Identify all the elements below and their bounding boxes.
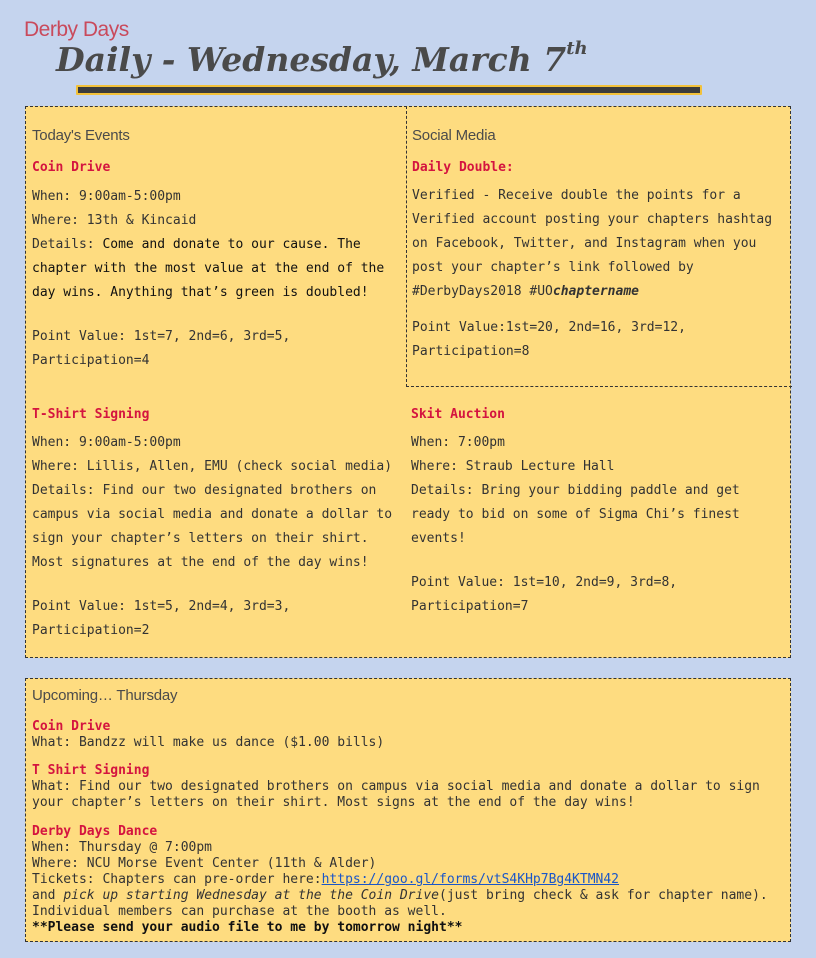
coin-drive-points: Point Value: 1st=7, 2nd=6, 3rd=5, (32, 329, 291, 344)
pickup-suffix: (just bring check & ask for chapter name). (439, 888, 768, 903)
hashtag-prefix: #DerbyDays2018 #UO (412, 284, 553, 299)
events-panel (25, 106, 791, 658)
brand-label: Derby Days (24, 18, 129, 41)
hashtag-chaptername: chaptername (552, 284, 639, 299)
upcoming-dance-when: When: Thursday @ 7:00pm (32, 840, 213, 855)
upcoming-coin-drive (32, 719, 784, 751)
skit-auction-title: Skit Auction (411, 407, 505, 422)
upcoming-coin-drive-title: Coin Drive (32, 719, 111, 734)
skit-details-line2: ready to bid on some of Sigma Chi’s finest (411, 507, 740, 522)
skit-when: When: 7:00pm (411, 435, 505, 450)
daily-double-line3: on Facebook, Twitter, and Instagram when you (412, 236, 757, 251)
page-title (56, 40, 588, 79)
upcoming-coin-drive-what: What: Bandzz will make us dance ($1.00 bills) (32, 735, 385, 750)
upcoming-tshirt-title: T Shirt Signing (32, 763, 150, 778)
upcoming-dance-title: Derby Days Dance (32, 824, 158, 839)
coin-drive-details-text: Come and donate to our cause. The (102, 237, 361, 252)
skit-details-line3: events! (411, 531, 466, 546)
coin-drive-title: Coin Drive (32, 160, 111, 175)
daily-double-participation: Participation=8 (412, 344, 530, 359)
coin-drive-when: When: 9:00am-5:00pm (32, 189, 181, 204)
upcoming-dance-tickets (32, 872, 784, 888)
daily-double-line2: Verified account posting your chapters hashtag (412, 212, 773, 227)
audio-file-notice: **Please send your audio file to me by tomorrow night** (32, 920, 463, 935)
coin-drive-details-line2: chapter with the most value at the end of the (32, 261, 385, 276)
skit-details: Details: Bring your bidding paddle and get (411, 483, 740, 498)
daily-double-body (412, 184, 790, 364)
tshirt-details-line3: sign your chapter’s letters on their shirt. (32, 531, 369, 546)
tickets-label: Tickets: Chapters can pre-order here: (32, 872, 322, 887)
daily-double-title: Daily Double: (412, 160, 514, 175)
daily-double-line4: post your chapter’s link followed by (412, 260, 694, 275)
tshirt-points: Point Value: 1st=5, 2nd=4, 3rd=3, (32, 599, 291, 614)
pickup-prefix: and (32, 888, 64, 903)
tickets-link[interactable]: https://goo.gl/forms/vtS4KHp7Bg4KTMN42 (321, 872, 620, 887)
coin-drive-body (32, 185, 402, 373)
daily-double-points: Point Value:1st=20, 2nd=16, 3rd=12, (412, 320, 686, 335)
tshirt-signing-title: T-Shirt Signing (32, 407, 150, 422)
skit-points: Point Value: 1st=10, 2nd=9, 3rd=8, (411, 575, 678, 590)
upcoming-dance-where: Where: NCU Morse Event Center (11th & Alder) (32, 856, 377, 871)
upcoming-dance (32, 824, 784, 936)
tshirt-when: When: 9:00am-5:00pm (32, 435, 181, 450)
social-media-heading: Social Media (412, 127, 496, 144)
coin-drive-participation: Participation=4 (32, 353, 150, 368)
upcoming-dance-individual: Individual members can purchase at the booth as well. (32, 904, 447, 919)
tshirt-where: Where: Lillis, Allen, EMU (check social media) (32, 459, 393, 474)
coin-drive-details (32, 233, 402, 257)
tshirt-details-line2: campus via social media and donate a dollar to (32, 507, 393, 522)
upcoming-tshirt-what: What: Find our two designated brothers on campus via social media and donate a dollar to sign (32, 779, 760, 794)
skit-participation: Participation=7 (411, 599, 529, 614)
tshirt-details: Details: Find our two designated brothers on (32, 483, 377, 498)
page-title-text: Daily - Wednesday, March 7 (56, 40, 567, 79)
daily-double-line1: Verified - Receive double the points for a (412, 188, 741, 203)
upcoming-panel (25, 678, 791, 942)
coin-drive-where: Where: 13th & Kincaid (32, 213, 197, 228)
coin-drive-details-label: Details: (32, 237, 103, 252)
tshirt-details-line4: Most signatures at the end of the day wins! (32, 555, 369, 570)
skit-auction-body (411, 431, 787, 619)
upcoming-tshirt-what-line2: your chapter’s letters on their shirt. Most signs at the end of the day wins! (32, 795, 635, 810)
pickup-italic: pick up starting Wednesday at the the Coin Drive (63, 888, 439, 903)
social-media-box (406, 106, 792, 387)
page-title-suffix: th (566, 38, 588, 59)
upcoming-tshirt (32, 763, 784, 811)
coin-drive-details-line3: day wins. Anything that’s green is doubled! (32, 285, 369, 300)
skit-where: Where: Straub Lecture Hall (411, 459, 615, 474)
daily-double-line5 (412, 280, 790, 304)
tshirt-signing-body (32, 431, 404, 643)
upcoming-heading: Upcoming… Thursday (32, 687, 178, 704)
upcoming-dance-pickup (32, 888, 784, 904)
tshirt-participation: Participation=2 (32, 623, 150, 638)
todays-events-heading: Today's Events (32, 127, 130, 144)
title-underline (76, 85, 702, 95)
